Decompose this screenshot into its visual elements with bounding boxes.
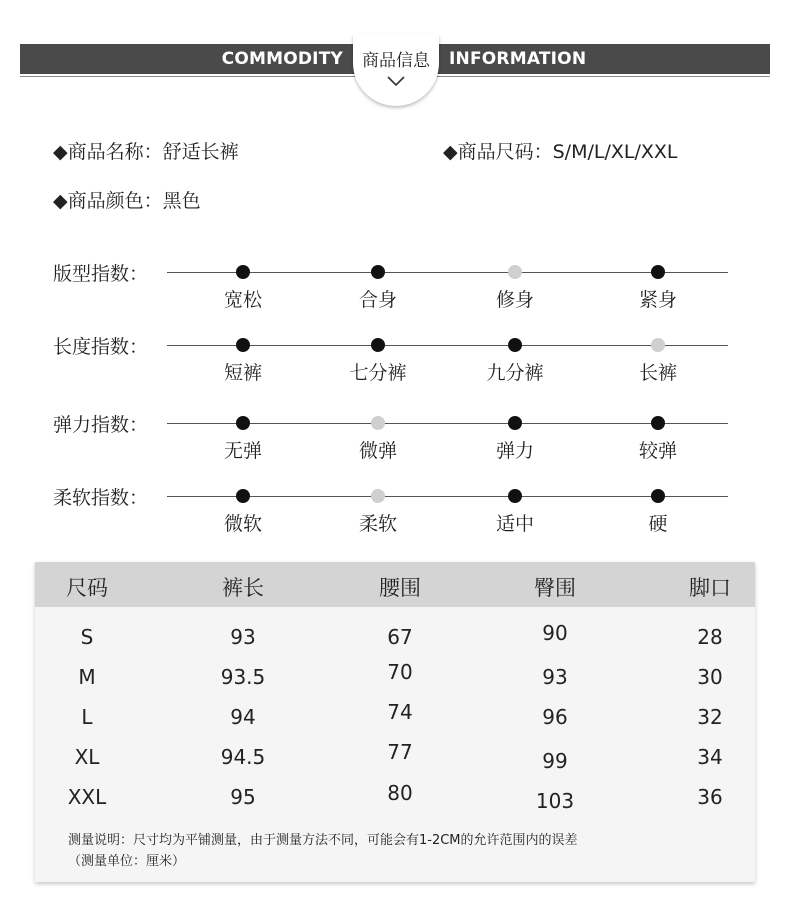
table-header-cell: 尺码 [66, 576, 108, 600]
info-name-label: ◆商品名称： [53, 141, 163, 163]
index-dot-active [508, 489, 522, 503]
table-cell: 28 [697, 625, 723, 649]
table-cell: 96 [542, 705, 568, 729]
table-cell: 32 [697, 705, 723, 729]
index-label: 柔软指数： [53, 487, 149, 509]
index-option-label: 合身 [358, 289, 397, 311]
table-cell: 80 [387, 781, 413, 805]
table-cell: 103 [535, 789, 575, 813]
table-header-cell: 裤长 [222, 576, 264, 600]
index-dot-active [371, 265, 385, 279]
table-cell: 77 [387, 740, 413, 764]
index-dot-active [651, 265, 665, 279]
info-product-color [53, 186, 201, 213]
info-product-name [53, 137, 239, 164]
table-cell: S [80, 625, 94, 649]
index-dot-active [651, 416, 665, 430]
index-dot-active [371, 338, 385, 352]
index-dot-active [236, 338, 250, 352]
index-scale-line [167, 272, 728, 273]
table-header-cell: 脚口 [689, 576, 731, 600]
table-cell: 67 [387, 625, 413, 649]
table-cell: 34 [697, 745, 723, 769]
index-option-label: 微软 [223, 513, 262, 535]
size-table [35, 562, 755, 882]
badge-title: 商品信息 [362, 51, 430, 71]
index-option-label: 短裤 [223, 362, 262, 384]
index-scale-line [167, 345, 728, 346]
table-header-cell: 臀围 [534, 576, 576, 600]
index-option-label: 无弹 [223, 440, 262, 462]
index-option-label: 修身 [495, 289, 534, 311]
index-option-label: 紧身 [638, 289, 677, 311]
table-cell: XXL [67, 785, 107, 809]
index-scale-line [167, 423, 728, 424]
index-dot-inactive [371, 416, 385, 430]
table-cell: 90 [542, 621, 568, 645]
index-dot-inactive [651, 338, 665, 352]
info-product-size [443, 137, 678, 164]
table-cell: 36 [697, 785, 723, 809]
table-cell: 30 [697, 665, 723, 689]
table-cell: 74 [387, 700, 413, 724]
index-dot-active [508, 416, 522, 430]
header-right-text: INFORMATION [449, 49, 587, 69]
table-cell: 94.5 [220, 745, 266, 769]
index-option-label: 适中 [495, 513, 534, 535]
info-color-label: ◆商品颜色： [53, 190, 163, 212]
index-dot-active [236, 489, 250, 503]
index-dot-active [651, 489, 665, 503]
table-cell: 70 [387, 660, 413, 684]
index-scale-line [167, 496, 728, 497]
index-label: 弹力指数： [53, 414, 149, 436]
table-cell: 99 [542, 749, 568, 773]
index-dot-active [508, 338, 522, 352]
info-size-value: S/M/L/XL/XXL [552, 141, 678, 163]
table-header-cell: 腰围 [379, 576, 421, 600]
table-cell: 93 [542, 665, 568, 689]
index-dot-active [236, 416, 250, 430]
header-badge [353, 34, 439, 106]
index-option-label: 较弹 [638, 440, 677, 462]
table-cell: M [78, 665, 96, 689]
index-option-label: 弹力 [495, 440, 534, 462]
index-option-label: 硬 [648, 513, 668, 535]
header-left-text: COMMODITY [221, 49, 343, 69]
index-label: 长度指数： [53, 336, 149, 358]
index-dot-inactive [371, 489, 385, 503]
index-option-label: 微弹 [358, 440, 397, 462]
index-dot-inactive [508, 265, 522, 279]
info-color-value: 黑色 [162, 190, 201, 212]
index-option-label: 柔软 [358, 513, 397, 535]
chevron-down-icon [386, 74, 406, 88]
table-cell: 94 [230, 705, 256, 729]
index-option-label: 长裤 [638, 362, 677, 384]
info-size-label: ◆商品尺码： [443, 141, 553, 163]
table-cell: 93.5 [220, 665, 266, 689]
table-cell: XL [74, 745, 100, 769]
index-label: 版型指数： [53, 263, 149, 285]
table-cell: L [81, 705, 93, 729]
index-option-label: 九分裤 [486, 362, 544, 384]
measurement-note: 测量说明：尺寸均为平铺测量，由于测量方法不同，可能会有1-2CM的允许范围内的误差 [68, 833, 578, 848]
table-cell: 95 [230, 785, 256, 809]
index-option-label: 七分裤 [349, 362, 407, 384]
index-dot-active [236, 265, 250, 279]
info-name-value: 舒适长裤 [162, 141, 239, 163]
table-cell: 93 [230, 625, 256, 649]
measurement-unit-note: （测量单位：厘米） [68, 854, 186, 869]
index-option-label: 宽松 [223, 289, 262, 311]
